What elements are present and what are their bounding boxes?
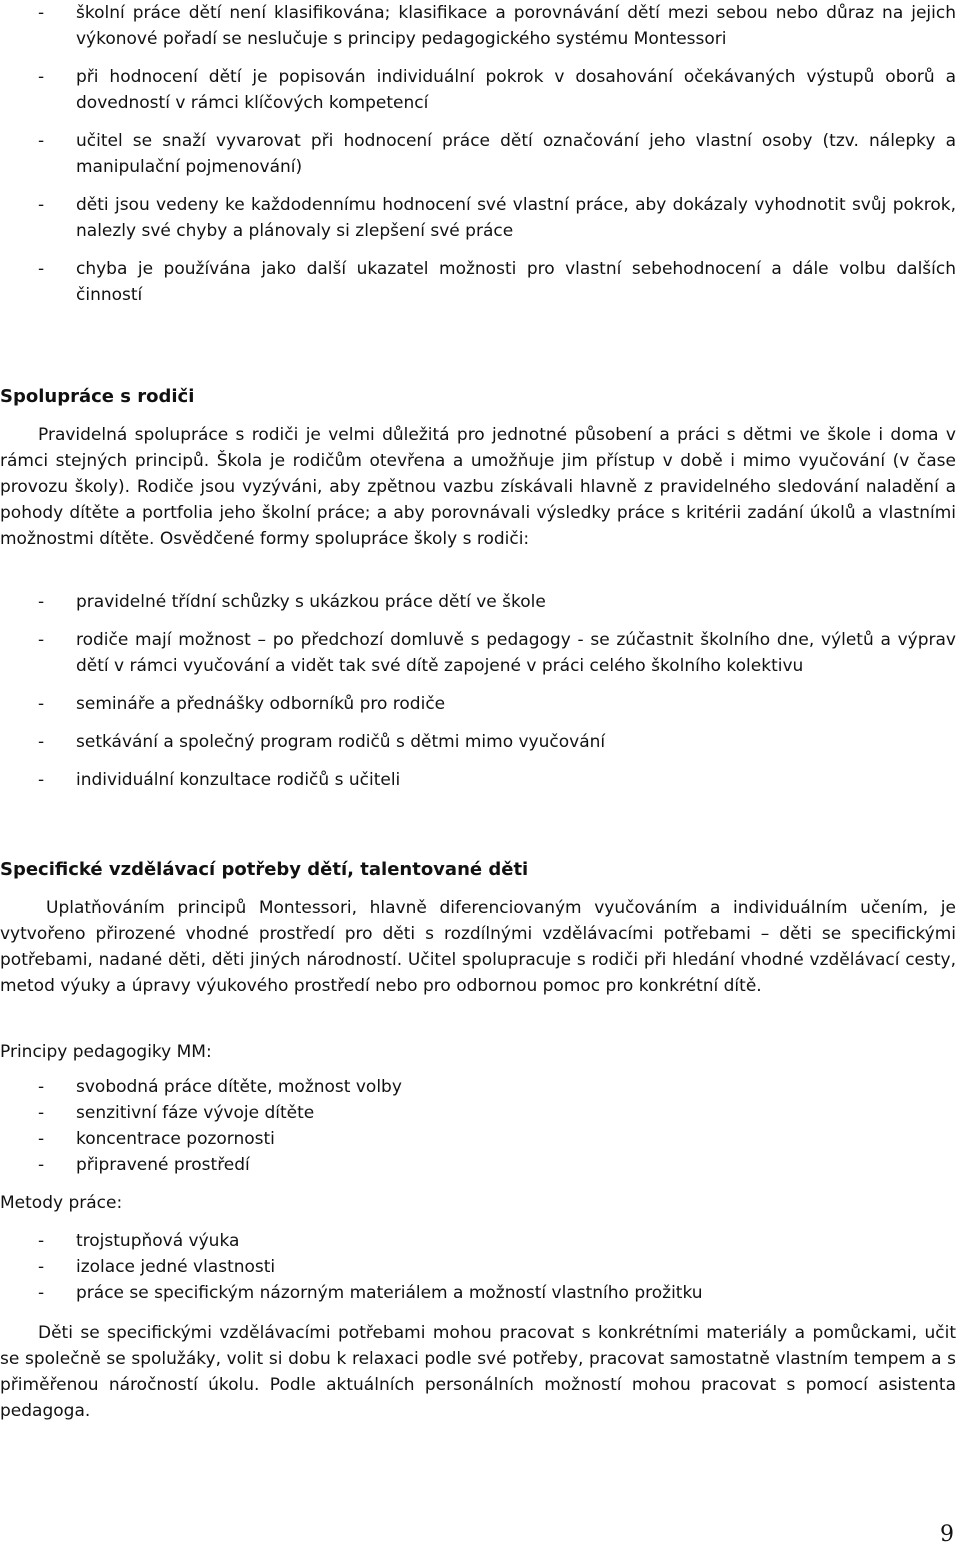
dash-marker: - <box>38 1103 45 1123</box>
list-item-text: individuální konzultace rodičů s učiteli <box>76 770 401 790</box>
dash-marker: - <box>38 1257 45 1277</box>
dash-marker: - <box>38 195 45 215</box>
evaluation-list <box>0 0 960 320</box>
spoluprace-paragraph: Pravidelná spolupráce s rodiči je velmi důležitá pro jednotné působení a práci s dětmi ve škole i doma v rámci stejných principů. Škola je rodičům otevřena a umožňuje jim přístup v době i mimo vyučování (v čase provozu školy). Rodiče jsou vyzýváni, aby zpětnou vazbu získávali hlavně z pravidelného sledování naladění a pohody dítěte a portfolia jeho školní práce; a aby porovnávali výsledky práce s kritérii zadání úkolů a vlastními možnostmi dítěte. Osvědčené formy spolupráce školy s rodiči: <box>0 425 956 549</box>
list-item-text: rodiče mají možnost – po předchozí domluvě s pedagogy - se zúčastnit školního dne, výletů a výprav dětí v rámci vyučování a vidět tak své dítě zapojené v práci celého školního kolektivu <box>76 630 956 676</box>
list-item-text: připravené prostředí <box>76 1155 250 1175</box>
dash-marker: - <box>38 1129 45 1149</box>
dash-marker: - <box>38 131 45 151</box>
list-item-text: semináře a přednášky odborníků pro rodiče <box>76 694 446 714</box>
list-item-text: trojstupňová výuka <box>76 1231 240 1251</box>
dash-marker: - <box>38 630 45 650</box>
dash-marker: - <box>38 592 45 612</box>
list-item <box>0 1152 960 1178</box>
dash-marker: - <box>38 770 45 790</box>
principy-list <box>0 1074 960 1178</box>
list-item <box>0 128 960 180</box>
list-item-text: chyba je používána jako další ukazatel možnosti pro vlastní sebehodnocení a dále volbu dalších činností <box>76 259 956 305</box>
section-heading-spoluprace: Spolupráce s rodiči <box>0 386 195 407</box>
list-item <box>0 256 960 308</box>
list-item <box>0 589 960 615</box>
list-item-text: učitel se snaží vyvarovat při hodnocení práce dětí označování jeho vlastní osoby (tzv. nálepky a manipulační pojmenování) <box>76 131 956 177</box>
parent-cooperation-list <box>0 589 960 805</box>
list-item <box>0 1126 960 1152</box>
dash-marker: - <box>38 3 45 23</box>
list-item-text: svobodná práce dítěte, možnost volby <box>76 1077 402 1097</box>
list-item-text: při hodnocení dětí je popisován individuální pokrok v dosahování očekávaných výstupů oborů a dovedností v rámci klíčových kompetencí <box>76 67 956 113</box>
metody-list <box>0 1228 960 1306</box>
list-item <box>0 767 960 793</box>
dash-marker: - <box>38 694 45 714</box>
dash-marker: - <box>38 732 45 752</box>
dash-marker: - <box>38 1077 45 1097</box>
dash-marker: - <box>38 1283 45 1303</box>
list-item <box>0 1280 960 1306</box>
list-item-text: školní práce dětí není klasifikována; klasifikace a porovnávání dětí mezi sebou nebo důraz na jejich výkonové pořadí se neslučuje s principy pedagogického systému Montessori <box>76 3 956 49</box>
list-item <box>0 1254 960 1280</box>
final-paragraph: Děti se specifickými vzdělávacími potřebami mohou pracovat s konkrétními materiály a pomůckami, učit se společně se spolužáky, volit si dobu k relaxaci podle své potřeby, pracovat samostatně vlastním tempem a s přiměřenou náročností úkolu. Podle aktuálních personálních možností mohou pracovat s pomocí asistenta pedagoga. <box>0 1323 956 1421</box>
list-item-text: izolace jedné vlastnosti <box>76 1257 276 1277</box>
page-number: 9 <box>940 1522 954 1547</box>
dash-marker: - <box>38 1231 45 1251</box>
list-item <box>0 729 960 755</box>
list-item <box>0 627 960 679</box>
list-item <box>0 1074 960 1100</box>
list-item <box>0 1228 960 1254</box>
specificke-paragraph: Uplatňováním principů Montessori, hlavně diferenciovaným vyučováním a individuálním učením, je vytvořeno přirozené vhodné prostředí pro děti s rozdílnými vzdělávacími potřebami – děti se specifickými potřebami, nadané děti, děti jiných národností. Učitel spolupracuje s rodiči při hledání vhodné vzdělávací cesty, metod výuky a úpravy výukového prostředí nebo pro odbornou pomoc pro konkrétní dítě. <box>0 898 956 996</box>
list-item-text: děti jsou vedeny ke každodennímu hodnocení své vlastní práce, aby dokázaly vyhodnotit svůj pokrok, nalezly své chyby a plánovaly si zlepšení své práce <box>76 195 956 241</box>
list-item <box>0 1100 960 1126</box>
list-item-text: práce se specifickým názorným materiálem a možností vlastního prožitku <box>76 1283 703 1303</box>
list-item-text: senzitivní fáze vývoje dítěte <box>76 1103 315 1123</box>
list-item-text: pravidelné třídní schůzky s ukázkou práce dětí ve škole <box>76 592 546 612</box>
list-item <box>0 0 960 52</box>
list-item-text: koncentrace pozornosti <box>76 1129 275 1149</box>
list-item <box>0 192 960 244</box>
dash-marker: - <box>38 67 45 87</box>
section-heading-specificke: Specifické vzdělávací potřeby dětí, talentované děti <box>0 859 529 880</box>
list-item-text: setkávání a společný program rodičů s dětmi mimo vyučování <box>76 732 606 752</box>
metody-label: Metody práce: <box>0 1193 123 1213</box>
principy-label: Principy pedagogiky MM: <box>0 1042 212 1062</box>
list-item <box>0 691 960 717</box>
list-item <box>0 64 960 116</box>
dash-marker: - <box>38 1155 45 1175</box>
dash-marker: - <box>38 259 45 279</box>
